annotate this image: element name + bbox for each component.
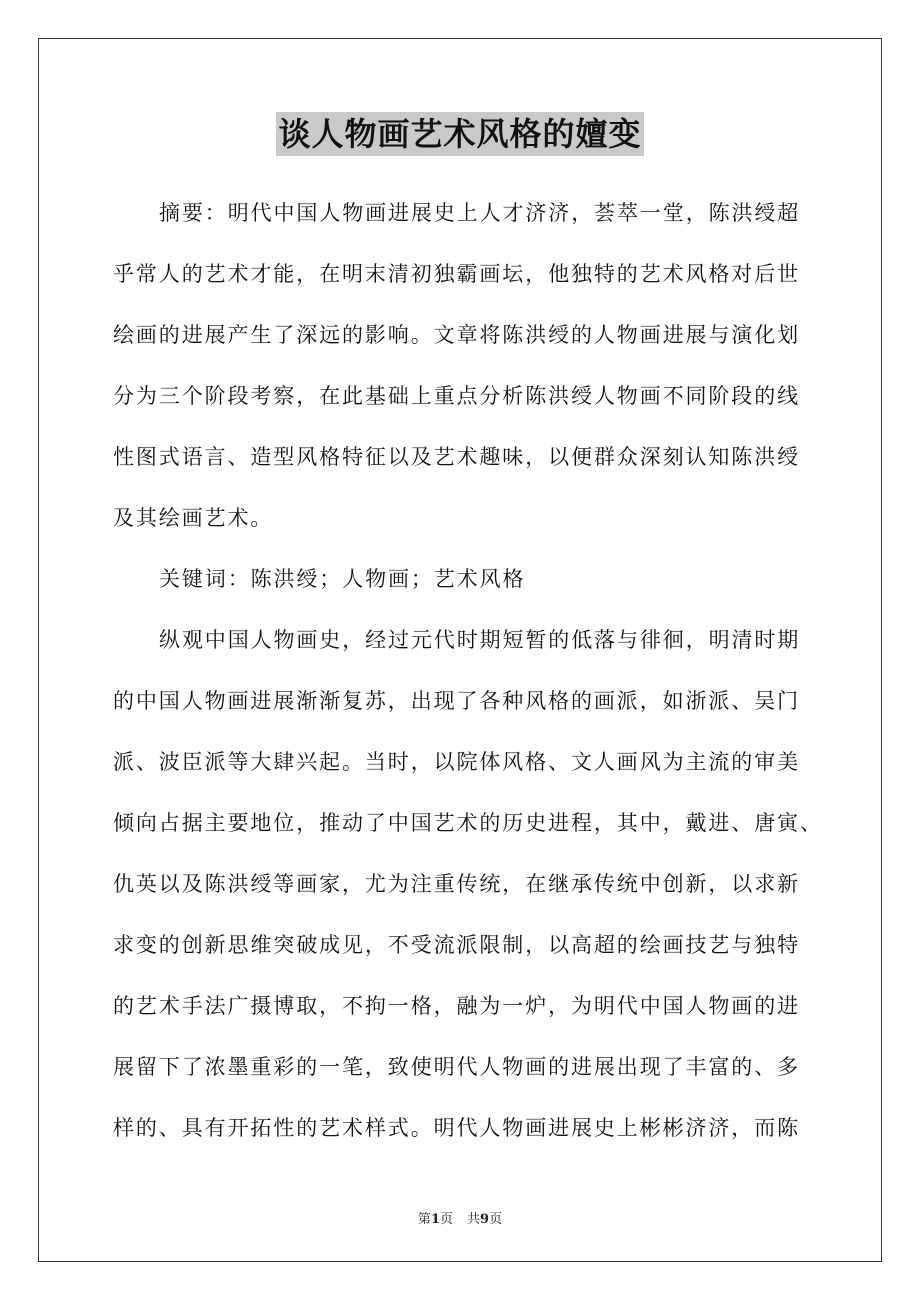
abstract-line: 及其绘画艺术。 — [113, 506, 274, 530]
body-line: 仇英以及陈洪绶等画家，尤为注重传统，在继承传统中创新，以求新 — [113, 872, 800, 896]
body-line: 的艺术手法广摄博取，不拘一格，融为一炉，为明代中国人物画的进 — [113, 994, 800, 1018]
body-line: 倾向占据主要地位，推动了中国艺术的历史进程，其中，戴进、唐寅、 — [113, 811, 823, 835]
abstract-line: 分为三个阶段考察，在此基础上重点分析陈洪绶人物画不同阶段的线 — [113, 384, 800, 408]
body-line: 的中国人物画进展渐渐复苏，出现了各种风格的画派，如浙派、吴门 — [113, 689, 800, 713]
page-footer — [0, 1208, 920, 1227]
body-line: 派、波臣派等大肆兴起。当时，以院体风格、文人画风为主流的审美 — [113, 750, 800, 774]
body-line: 求变的创新思维突破成见，不受流派限制，以高超的绘画技艺与独特 — [113, 933, 800, 957]
title-container — [0, 112, 920, 156]
document-title: 谈人物画艺术风格的嬗变 — [276, 112, 643, 156]
total-suffix: 页 — [489, 1212, 503, 1227]
abstract-line: 乎常人的艺术才能，在明末清初独霸画坛，他独特的艺术风格对后世 — [113, 262, 800, 286]
total-page-count: 9 — [480, 1212, 490, 1227]
current-page-number: 1 — [430, 1212, 440, 1227]
body-line: 样的、具有开拓性的艺术样式。明代人物画进展史上彬彬济济，而陈 — [113, 1116, 800, 1140]
total-prefix: 共 — [467, 1212, 481, 1227]
page-prefix: 第 — [417, 1212, 431, 1227]
abstract-line: 绘画的进展产生了深远的影响。文章将陈洪绶的人物画进展与演化划 — [113, 323, 800, 347]
page-suffix: 页 — [439, 1212, 453, 1227]
abstract-line: 摘要：明代中国人物画进展史上人才济济，荟萃一堂，陈洪绶超 — [159, 201, 801, 225]
body-line: 展留下了浓墨重彩的一笔，致使明代人物画的进展出现了丰富的、多 — [113, 1055, 800, 1079]
body-line: 纵观中国人物画史，经过元代时期短暂的低落与徘徊，明清时期 — [159, 628, 801, 652]
document-body — [113, 183, 823, 1159]
keywords-line: 关键词：陈洪绶；人物画；艺术风格 — [159, 567, 526, 591]
abstract-line: 性图式语言、造型风格特征以及艺术趣味，以便群众深刻认知陈洪绶 — [113, 445, 800, 469]
